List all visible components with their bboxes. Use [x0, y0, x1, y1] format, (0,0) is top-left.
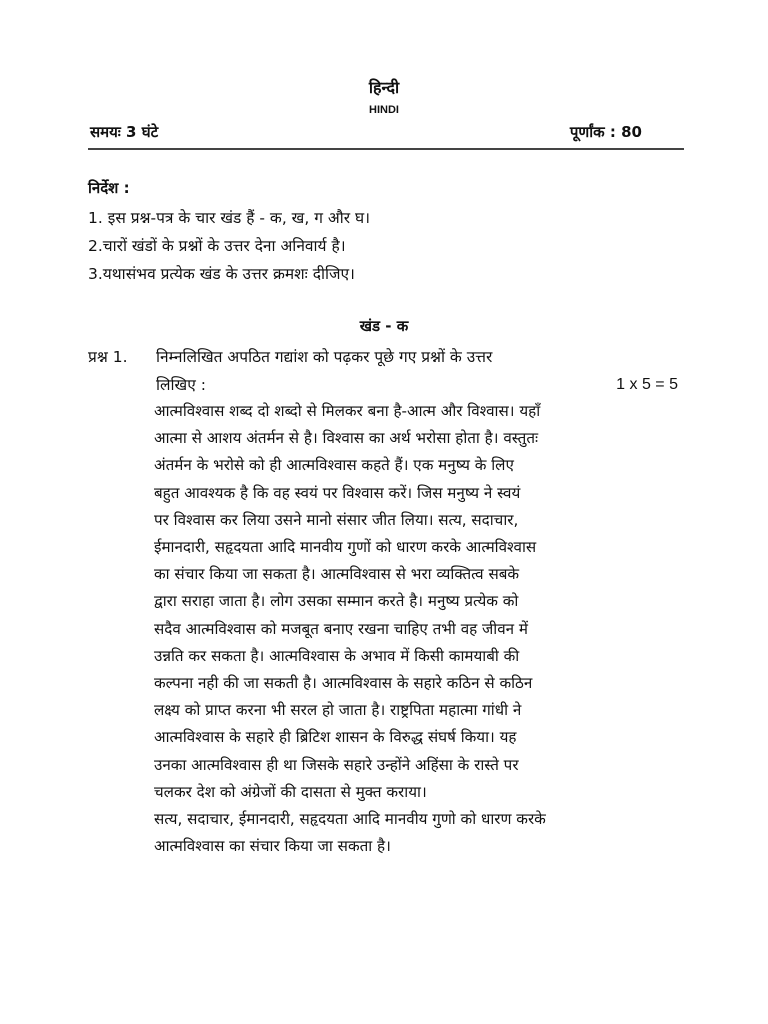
instruction-item: 1. इस प्रश्न-पत्र के चार खंड हैं - क, ख, ग और घ। [88, 209, 371, 227]
question-text: निम्नलिखित अपठित गद्यांश को पढ़कर पूछे गए प्रश्नों के उत्तर [156, 348, 493, 366]
passage-line: बहुत आवश्यक है कि वह स्वयं पर विश्वास करें। जिस मनुष्य ने स्वयं [154, 483, 521, 502]
passage-line: आत्मविश्वास का संचार किया जा सकता है। [154, 837, 391, 856]
question-text-continued: लिखिए : [156, 376, 206, 394]
exam-time: समयः 3 घंटे [90, 123, 159, 141]
subject-title-hindi: हिन्दी [368, 78, 400, 97]
passage-line: आत्मविश्वास के सहारे ही ब्रिटिश शासन के विरुद्ध संघर्ष किया। यह [154, 728, 517, 747]
passage-line: सत्य, सदाचार, ईमानदारी, सहृदयता आदि मानवीय गुणो को धारण करके [154, 810, 546, 829]
instructions-heading: निर्देश : [88, 179, 130, 197]
passage-line: द्वारा सराहा जाता है। लोग उसका सम्मान करते है। मनुष्य प्रत्येक को [154, 592, 519, 611]
question-number: प्रश्न 1. [88, 348, 128, 366]
exam-meta-row [88, 122, 684, 150]
passage-line: ईमानदारी, सहृदयता आदि मानवीय गुणों को धारण करके आत्मविश्वास [154, 538, 537, 557]
passage-line: आत्मा से आशय अंतर्मन से है। विश्वास का अर्थ भरोसा होता है। वस्तुतः [154, 429, 539, 448]
passage-line: उनका आत्मविश्वास ही था जिसके सहारे उन्होंने अहिंसा के रास्ते पर [154, 755, 519, 774]
passage-line: सदैव आत्मविश्वास को मजबूत बनाए रखना चाहिए तभी वह जीवन में [154, 619, 529, 638]
passage-line: उन्नति कर सकता है। आत्मविश्वास के अभाव में किसी कामयाबी की [154, 646, 520, 665]
unseen-passage [154, 398, 682, 860]
section-heading: खंड - क [359, 317, 409, 335]
instruction-item: 2.चारों खंडों के प्रश्नों के उत्तर देना अनिवार्य है। [88, 237, 346, 255]
passage-line: आत्मविश्वास शब्द दो शब्दो से मिलकर बना है-आत्म और विश्वास। यहाँ [154, 402, 541, 420]
instructions-list [88, 204, 708, 288]
passage-line: चलकर देश को अंग्रेजों की दासता से मुक्त कराया। [154, 782, 427, 801]
instruction-item: 3.यथासंभव प्रत्येक खंड के उत्तर क्रमशः दीजिए। [88, 265, 355, 283]
passage-line: कल्पना नही की जा सकती है। आत्मविश्वास के सहारे कठिन से कठिन [154, 674, 533, 693]
question-marks: 1 x 5 = 5 [616, 376, 678, 393]
passage-line: पर विश्वास कर लिया उसने मानो संसार जीत लिया। सत्य, सदाचार, [154, 510, 519, 529]
passage-line: लक्ष्य को प्राप्त करना भी सरल हो जाता है। राष्ट्रपिता महात्मा गांधी ने [154, 701, 522, 720]
max-marks: पूर्णांक : 80 [569, 123, 642, 141]
passage-line: अंतर्मन के भरोसे को ही आत्मविश्वास कहते हैं। एक मनुष्य के लिए [154, 456, 514, 475]
subject-title-english: HINDI [369, 104, 399, 116]
passage-line: का संचार किया जा सकता है। आत्मविश्वास से भरा व्यक्तित्व सबके [154, 565, 520, 584]
